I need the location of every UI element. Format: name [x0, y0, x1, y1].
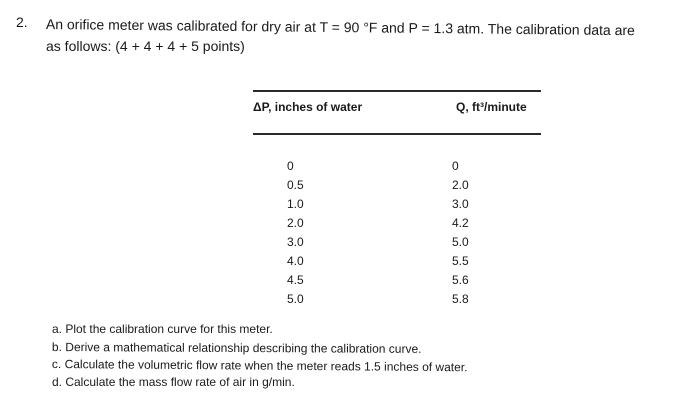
table-cell: 2.0 [287, 216, 304, 230]
table-cell: 5.8 [452, 292, 469, 306]
table-cell: 5.0 [452, 235, 469, 249]
part-c: c. Calculate the volumetric flow rate when the meter reads 1.5 inches of water. [51, 356, 468, 375]
problem-statement: An orifice meter was calibrated for dry air at T = 90 °F and P = 1.3 atm. The calibration data are [45, 16, 635, 39]
flow-rate-column [452, 157, 469, 309]
table-top-rule [253, 90, 541, 92]
table-cell: 5.5 [452, 254, 469, 268]
delta-p-column [287, 157, 304, 309]
table-cell: 4.2 [452, 216, 469, 230]
table-cell: 1.0 [287, 197, 304, 211]
problem-points: as follows: (4 + 4 + 4 + 5 points) [46, 38, 245, 54]
problem-number: 2. [16, 14, 28, 30]
table-cell: 0 [287, 159, 294, 173]
part-d: d. Calculate the mass flow rate of air in g/min. [52, 374, 295, 389]
table-cell: 3.0 [287, 235, 304, 249]
table-cell: 3.0 [452, 197, 469, 211]
header-flow-rate: Q, ft³/minute [456, 100, 527, 114]
table-cell: 4.5 [287, 273, 304, 287]
table-cell: 2.0 [452, 178, 469, 192]
part-b: b. Derive a mathematical relationship describing the calibration curve. [51, 339, 422, 356]
table-cell: 5.0 [287, 292, 304, 306]
part-a: a. Plot the calibration curve for this meter. [52, 322, 273, 336]
table-cell: 5.6 [452, 273, 469, 287]
table-cell: 0.5 [287, 178, 304, 192]
question-parts [52, 321, 468, 391]
table-header-rule [253, 133, 541, 135]
header-delta-p: ΔP, inches of water [253, 100, 363, 114]
table-cell: 4.0 [287, 254, 304, 268]
table-cell: 0 [452, 159, 459, 173]
